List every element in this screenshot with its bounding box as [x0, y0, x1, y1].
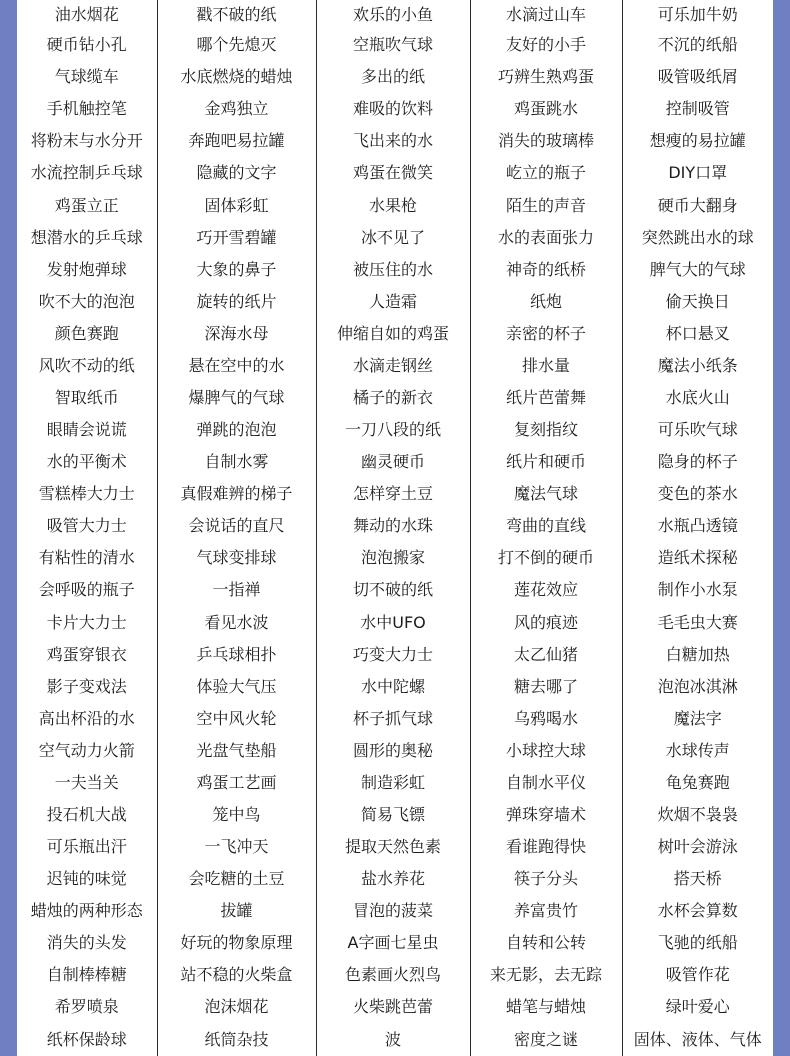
table-row: [17, 510, 773, 542]
table-cell: 泡泡搬家: [316, 542, 470, 574]
table-cell: 切不破的纸: [316, 574, 470, 606]
table-cell: 一夫当关: [54, 772, 119, 792]
table-cell: 会说话的直尺: [157, 510, 316, 542]
table-cell: 气球缆车: [54, 67, 119, 87]
table-cell: 迟钝的味觉: [46, 869, 127, 889]
table-cell: 气球变排球: [157, 542, 316, 574]
table-cell: 亲密的杯子: [470, 318, 622, 350]
table-cell: 大象的鼻子: [157, 254, 316, 286]
table-cell: 水中陀螺: [316, 671, 470, 703]
table-cell: 吸管作花: [622, 959, 773, 991]
table-cell: 水球传声: [622, 735, 773, 767]
table-cell: 打不倒的硬币: [470, 542, 622, 574]
table-cell: 波: [316, 1024, 470, 1056]
table-cell: 复刻指纹: [470, 414, 622, 446]
table-cell: 可乐瓶出汗: [46, 837, 127, 857]
table-cell: 绿叶爱心: [622, 991, 773, 1023]
table-cell: 纸筒杂技: [157, 1024, 316, 1056]
table-cell: 神奇的纸桥: [470, 254, 622, 286]
table-row: [17, 29, 773, 61]
table-row: [17, 157, 773, 189]
table-cell: 小球控大球: [470, 735, 622, 767]
table-row: [17, 125, 773, 157]
table-cell: 糖去哪了: [470, 671, 622, 703]
table-cell: 水流控制乒乓球: [30, 163, 143, 183]
table-cell: 自制水雾: [157, 446, 316, 478]
table-cell: 纸杯保龄球: [46, 1029, 127, 1049]
table-cell: 空中风火轮: [157, 703, 316, 735]
table-cell: 体验大气压: [157, 671, 316, 703]
table-cell: 奔跑吧易拉罐: [157, 125, 316, 157]
table-cell: 爆脾气的气球: [157, 382, 316, 414]
table-cell: 人造霜: [316, 286, 470, 318]
table-cell: 简易飞镖: [316, 799, 470, 831]
table-cell: 舞动的水珠: [316, 510, 470, 542]
table-cell: 弹珠穿墙术: [470, 799, 622, 831]
table-cell: 提取天然色素: [316, 831, 470, 863]
table-cell: 筷子分头: [470, 863, 622, 895]
table-cell: 消失的头发: [46, 933, 127, 953]
table-cell: 突然跳出水的球: [622, 222, 773, 254]
table-cell: 风吹不动的纸: [38, 355, 135, 375]
table-cell: 排水量: [470, 350, 622, 382]
table-row: [17, 318, 773, 350]
table-cell: 手机触控笔: [46, 99, 127, 119]
table-cell: 隐身的杯子: [622, 446, 773, 478]
table-cell: 飞驰的纸船: [622, 927, 773, 959]
table-cell: 自制水平仪: [470, 767, 622, 799]
table-cell: 乒乓球相扑: [157, 639, 316, 671]
table-cell: 龟兔赛跑: [622, 767, 773, 799]
table-cell: 纸片芭蕾舞: [470, 382, 622, 414]
table-row: [17, 382, 773, 414]
table-cell: 白糖加热: [622, 639, 773, 671]
table-cell: 搭天桥: [622, 863, 773, 895]
table-cell: 可乐加牛奶: [622, 0, 773, 29]
table-cell: 莲花效应: [470, 574, 622, 606]
table-cell: 想潜水的乒乓球: [30, 227, 143, 247]
table-cell: 智取纸币: [54, 387, 119, 407]
table-cell: 造纸术探秘: [622, 542, 773, 574]
table-cell: 鸡蛋穿银衣: [46, 644, 127, 664]
table-cell: 杯口悬叉: [622, 318, 773, 350]
table-cell: 雪糕棒大力士: [38, 484, 135, 504]
table-row: [17, 831, 773, 863]
table-cell: 被压住的水: [316, 254, 470, 286]
table-cell: 隐藏的文字: [157, 157, 316, 189]
table-cell: 好玩的物象原理: [157, 927, 316, 959]
table-cell: 一刀八段的纸: [316, 414, 470, 446]
table-cell: 卡片大力士: [46, 612, 127, 632]
table-cell: 偷天换日: [622, 286, 773, 318]
table-cell: 制作小水泵: [622, 574, 773, 606]
table-cell: 友好的小手: [470, 29, 622, 61]
table-cell: 控制吸管: [622, 93, 773, 125]
table-cell: 影子变戏法: [46, 676, 127, 696]
table-cell: 会吃糖的土豆: [157, 863, 316, 895]
table-cell: 巧开雪碧罐: [157, 222, 316, 254]
table-cell: 水底燃烧的蜡烛: [157, 61, 316, 93]
table-cell: 毛毛虫大赛: [622, 606, 773, 638]
table-cell: 可乐吹气球: [622, 414, 773, 446]
table-cell: 蜡笔与蜡烛: [470, 991, 622, 1023]
table-cell: 站不稳的火柴盒: [157, 959, 316, 991]
table-cell: 水中UFO: [316, 606, 470, 638]
table-cell: 光盘气垫船: [157, 735, 316, 767]
table-cell: 幽灵硬币: [316, 446, 470, 478]
table-cell: 不沉的纸船: [622, 29, 773, 61]
table-cell: 鸡蛋跳水: [470, 93, 622, 125]
table-cell: 有粘性的清水: [38, 548, 135, 568]
table-cell: 欢乐的小鱼: [316, 0, 470, 29]
table-cell: 水的平衡术: [46, 452, 127, 472]
table-row: [17, 671, 773, 703]
table-cell: 希罗喷泉: [54, 997, 119, 1017]
table-cell: 太乙仙猪: [470, 639, 622, 671]
table-cell: 一指禅: [157, 574, 316, 606]
table-cell: 水杯会算数: [622, 895, 773, 927]
table-cell: 水的表面张力: [470, 222, 622, 254]
table-row: [17, 767, 773, 799]
table-cell: 想瘦的易拉罐: [622, 125, 773, 157]
table-cell: 魔法字: [622, 703, 773, 735]
table-row: [17, 606, 773, 638]
table-cell: 固体、液体、气体: [622, 1024, 773, 1056]
table-row: [17, 189, 773, 221]
table-cell: 巧辨生熟鸡蛋: [470, 61, 622, 93]
table-cell: 高出杯沿的水: [38, 708, 135, 728]
table-cell: 泡泡冰淇淋: [622, 671, 773, 703]
table-cell: 油水烟花: [54, 4, 119, 24]
table-cell: 火柴跳芭蕾: [316, 991, 470, 1023]
table-cell: 蜡烛的两种形态: [30, 901, 143, 921]
table-cell: 硬币大翻身: [622, 189, 773, 221]
table-cell: 树叶会游泳: [622, 831, 773, 863]
table-cell: 自制棒棒糖: [46, 965, 127, 985]
table-cell: 哪个先熄灭: [157, 29, 316, 61]
table-cell: 来无影，去无踪: [470, 959, 622, 991]
table-row: [17, 61, 773, 93]
table-cell: 水滴过山车: [470, 0, 622, 29]
table-cell: 巧变大力士: [316, 639, 470, 671]
table-cell: 陌生的声音: [470, 189, 622, 221]
table-cell: 会呼吸的瓶子: [38, 580, 135, 600]
table-row: [17, 0, 773, 29]
table-cell: 水滴走钢丝: [316, 350, 470, 382]
table-cell: 色素画火烈鸟: [316, 959, 470, 991]
table-cell: 伸缩自如的鸡蛋: [316, 318, 470, 350]
table-cell: 鸡蛋工艺画: [157, 767, 316, 799]
experiment-list-sheet: [17, 0, 773, 1056]
table-cell: 难吸的饮料: [316, 93, 470, 125]
table-row: [17, 222, 773, 254]
experiment-table-body: [17, 0, 773, 1056]
table-cell: 杯子抓气球: [316, 703, 470, 735]
table-row: [17, 735, 773, 767]
table-cell: 拔罐: [157, 895, 316, 927]
table-cell: 水底火山: [622, 382, 773, 414]
table-cell: 深海水母: [157, 318, 316, 350]
table-cell: 制造彩虹: [316, 767, 470, 799]
table-cell: 乌鸦喝水: [470, 703, 622, 735]
table-row: [17, 927, 773, 959]
table-cell: 风的痕迹: [470, 606, 622, 638]
table-row: [17, 93, 773, 125]
table-row: [17, 542, 773, 574]
table-cell: 冒泡的菠菜: [316, 895, 470, 927]
table-cell: 鸡蛋在微笑: [316, 157, 470, 189]
table-cell: 吸管吸纸屑: [622, 61, 773, 93]
table-row: [17, 1024, 773, 1056]
table-cell: 纸片和硬币: [470, 446, 622, 478]
table-cell: 魔法气球: [470, 478, 622, 510]
table-cell: 旋转的纸片: [157, 286, 316, 318]
table-cell: 脾气大的气球: [622, 254, 773, 286]
table-cell: 弯曲的直线: [470, 510, 622, 542]
table-row: [17, 446, 773, 478]
table-cell: 魔法小纸条: [622, 350, 773, 382]
table-cell: 眼睛会说谎: [46, 420, 127, 440]
table-row: [17, 863, 773, 895]
table-cell: 吹不大的泡泡: [38, 291, 135, 311]
table-cell: 水果枪: [316, 189, 470, 221]
table-cell: 养富贵竹: [470, 895, 622, 927]
table-cell: 金鸡独立: [157, 93, 316, 125]
table-row: [17, 895, 773, 927]
table-row: [17, 799, 773, 831]
table-cell: 飞出来的水: [316, 125, 470, 157]
table-cell: 真假难辨的梯子: [157, 478, 316, 510]
table-cell: 吸管大力士: [46, 516, 127, 536]
table-cell: 一飞冲天: [157, 831, 316, 863]
table-cell: 圆形的奥秘: [316, 735, 470, 767]
experiment-table: [17, 0, 773, 1056]
table-cell: 橘子的新衣: [316, 382, 470, 414]
table-cell: 泡沫烟花: [157, 991, 316, 1023]
table-cell: 笼中鸟: [157, 799, 316, 831]
table-cell: A字画七星虫: [316, 927, 470, 959]
table-cell: 悬在空中的水: [157, 350, 316, 382]
table-cell: 密度之谜: [470, 1024, 622, 1056]
table-row: [17, 286, 773, 318]
table-row: [17, 478, 773, 510]
table-cell: 怎样穿土豆: [316, 478, 470, 510]
table-cell: 空瓶吹气球: [316, 29, 470, 61]
table-row: [17, 991, 773, 1023]
table-cell: 鸡蛋立正: [54, 195, 119, 215]
table-cell: 戳不破的纸: [157, 0, 316, 29]
table-cell: DIY口罩: [622, 157, 773, 189]
table-cell: 将粉末与水分开: [30, 131, 143, 151]
table-cell: 水瓶凸透镜: [622, 510, 773, 542]
table-cell: 硬币钻小孔: [46, 35, 127, 55]
table-cell: 自转和公转: [470, 927, 622, 959]
table-cell: 投石机大战: [46, 804, 127, 824]
table-cell: 看谁跑得快: [470, 831, 622, 863]
table-row: [17, 703, 773, 735]
table-cell: 纸炮: [470, 286, 622, 318]
table-cell: 固体彩虹: [157, 189, 316, 221]
table-cell: 空气动力火箭: [38, 740, 135, 760]
table-cell: 变色的茶水: [622, 478, 773, 510]
table-cell: 弹跳的泡泡: [157, 414, 316, 446]
table-cell: 消失的玻璃棒: [470, 125, 622, 157]
table-cell: 炊烟不袅袅: [622, 799, 773, 831]
table-row: [17, 414, 773, 446]
table-cell: 颜色赛跑: [54, 323, 119, 343]
table-cell: 屹立的瓶子: [470, 157, 622, 189]
table-cell: 盐水养花: [316, 863, 470, 895]
table-row: [17, 639, 773, 671]
table-row: [17, 350, 773, 382]
table-row: [17, 254, 773, 286]
table-cell: 多出的纸: [316, 61, 470, 93]
table-cell: 发射炮弹球: [46, 259, 127, 279]
table-cell: 冰不见了: [316, 222, 470, 254]
table-cell: 看见水波: [157, 606, 316, 638]
table-row: [17, 574, 773, 606]
table-row: [17, 959, 773, 991]
